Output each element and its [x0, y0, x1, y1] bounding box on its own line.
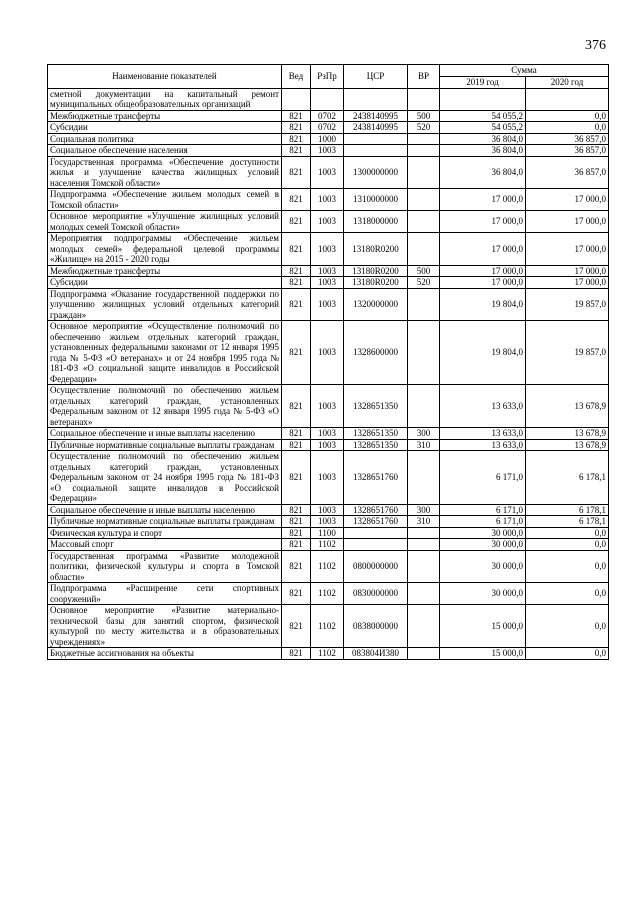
table-row [48, 605, 609, 648]
row-csr [344, 88, 408, 110]
row-csr [344, 145, 408, 157]
header-sum: Сумма [440, 65, 609, 77]
row-vr [408, 451, 440, 505]
row-rzpr: 0702 [311, 110, 344, 122]
row-csr: 2438140995 [344, 122, 408, 134]
row-rzpr: 1003 [311, 189, 344, 211]
row-rzpr: 1000 [311, 133, 344, 145]
header-rzpr: РзПр [311, 65, 344, 89]
row-value-2020: 0,0 [526, 583, 609, 605]
row-vr [408, 189, 440, 211]
table-row [48, 439, 609, 451]
table-row [48, 145, 609, 157]
row-value-2019: 17 000,0 [440, 277, 526, 289]
header-2020: 2020 год [526, 76, 609, 88]
row-value-2020: 17 000,0 [526, 211, 609, 233]
table-row [48, 428, 609, 440]
row-csr: 083804И380 [344, 648, 408, 660]
row-ved: 821 [282, 288, 311, 321]
row-name: Основное мероприятие «Развитие материально-технической базы для занятий спортом, физической культурой по месту жительства и в образовательных учреждениях» [48, 605, 282, 648]
row-ved: 821 [282, 145, 311, 157]
row-name: Массовый спорт [48, 539, 282, 551]
row-name: Государственная программа «Обеспечение доступности жилья и улучшение качества жилищных условий населения Томской области» [48, 156, 282, 189]
row-value-2020: 6 178,1 [526, 504, 609, 516]
row-csr: 1328651350 [344, 439, 408, 451]
row-csr [344, 133, 408, 145]
row-rzpr: 1003 [311, 233, 344, 266]
row-name: Мероприятия подпрограммы «Обеспечение жильем молодых семей» федеральной целевой программы «Жилище» на 2015 - 2020 годы [48, 233, 282, 266]
row-vr [408, 145, 440, 157]
row-csr: 1310000000 [344, 189, 408, 211]
table-row [48, 539, 609, 551]
table-row [48, 277, 609, 289]
header-csr: ЦСР [344, 65, 408, 89]
table-row [48, 233, 609, 266]
row-vr [408, 527, 440, 539]
row-value-2019: 13 633,0 [440, 385, 526, 428]
row-vr [408, 288, 440, 321]
row-name: Подпрограмма «Расширение сети спортивных сооружений» [48, 583, 282, 605]
row-value-2019: 19 804,0 [440, 288, 526, 321]
row-name: Социальная политика [48, 133, 282, 145]
row-ved: 821 [282, 277, 311, 289]
row-ved: 821 [282, 550, 311, 583]
row-ved: 821 [282, 189, 311, 211]
row-rzpr: 1003 [311, 156, 344, 189]
row-name: Публичные нормативные социальные выплаты гражданам [48, 516, 282, 528]
row-ved: 821 [282, 110, 311, 122]
row-csr [344, 527, 408, 539]
row-rzpr: 1003 [311, 428, 344, 440]
row-vr [408, 133, 440, 145]
row-value-2020: 0,0 [526, 550, 609, 583]
row-value-2019: 17 000,0 [440, 189, 526, 211]
page-number: 376 [585, 38, 606, 53]
row-rzpr: 1102 [311, 550, 344, 583]
row-vr: 500 [408, 265, 440, 277]
row-value-2020: 13 678,9 [526, 439, 609, 451]
row-csr: 1328651760 [344, 504, 408, 516]
row-value-2020: 13 678,9 [526, 385, 609, 428]
row-rzpr: 1100 [311, 527, 344, 539]
row-value-2020: 17 000,0 [526, 189, 609, 211]
row-rzpr: 1102 [311, 539, 344, 551]
row-csr: 13180R0200 [344, 233, 408, 266]
table-body [48, 88, 609, 659]
row-value-2019: 36 804,0 [440, 133, 526, 145]
row-ved: 821 [282, 133, 311, 145]
header-ved: Вед [282, 65, 311, 89]
row-vr: 310 [408, 439, 440, 451]
header-vr: ВР [408, 65, 440, 89]
header-2019: 2019 год [440, 76, 526, 88]
row-value-2020: 0,0 [526, 539, 609, 551]
row-value-2020: 19 857,0 [526, 321, 609, 385]
row-rzpr: 1003 [311, 385, 344, 428]
row-rzpr: 0702 [311, 122, 344, 134]
row-value-2019: 36 804,0 [440, 145, 526, 157]
row-value-2019: 6 171,0 [440, 504, 526, 516]
table-row [48, 504, 609, 516]
row-value-2020: 19 857,0 [526, 288, 609, 321]
row-rzpr: 1102 [311, 583, 344, 605]
row-csr [344, 539, 408, 551]
row-value-2020: 0,0 [526, 122, 609, 134]
row-name: Осуществление полномочий по обеспечению жильем отдельных категорий граждан, установленных Федеральным законом от 12 января 1995 года № 5-ФЗ «О ветеранах» [48, 385, 282, 428]
row-vr: 310 [408, 516, 440, 528]
budget-table [47, 64, 609, 660]
table-row [48, 385, 609, 428]
row-vr [408, 605, 440, 648]
row-ved [282, 88, 311, 110]
row-csr: 0838000000 [344, 605, 408, 648]
table-row [48, 265, 609, 277]
row-ved: 821 [282, 122, 311, 134]
row-value-2019: 30 000,0 [440, 539, 526, 551]
row-rzpr: 1003 [311, 451, 344, 505]
row-value-2020 [526, 88, 609, 110]
row-value-2019: 30 000,0 [440, 550, 526, 583]
row-ved: 821 [282, 539, 311, 551]
row-name: Социальное обеспечение населения [48, 145, 282, 157]
row-csr: 1320000000 [344, 288, 408, 321]
row-name: Межбюджетные трансферты [48, 265, 282, 277]
row-value-2020: 0,0 [526, 648, 609, 660]
table-row [48, 156, 609, 189]
row-ved: 821 [282, 321, 311, 385]
row-vr: 520 [408, 122, 440, 134]
row-value-2020: 0,0 [526, 527, 609, 539]
row-value-2020: 36 857,0 [526, 145, 609, 157]
table-row [48, 550, 609, 583]
row-name: Физическая культура и спорт [48, 527, 282, 539]
table-row [48, 451, 609, 505]
row-csr: 1328600000 [344, 321, 408, 385]
row-name: Подпрограмма «Оказание государственной поддержки по улучшению жилищных условий отдельных категорий граждан» [48, 288, 282, 321]
row-ved: 821 [282, 605, 311, 648]
row-csr: 1328651350 [344, 385, 408, 428]
row-vr: 300 [408, 504, 440, 516]
row-value-2019: 17 000,0 [440, 211, 526, 233]
row-name: Субсидии [48, 277, 282, 289]
row-name: сметной документации на капитальный ремонт муниципальных общеобразовательных организаций [48, 88, 282, 110]
row-vr [408, 385, 440, 428]
row-ved: 821 [282, 504, 311, 516]
row-vr [408, 321, 440, 385]
row-value-2020: 6 178,1 [526, 516, 609, 528]
row-vr [408, 648, 440, 660]
row-value-2019: 30 000,0 [440, 583, 526, 605]
row-name: Основное мероприятие «Улучшение жилищных условий молодых семей Томской области» [48, 211, 282, 233]
row-vr [408, 233, 440, 266]
row-ved: 821 [282, 265, 311, 277]
row-value-2019: 15 000,0 [440, 605, 526, 648]
table-row [48, 211, 609, 233]
row-rzpr: 1003 [311, 265, 344, 277]
row-ved: 821 [282, 428, 311, 440]
row-value-2019: 6 171,0 [440, 451, 526, 505]
row-ved: 821 [282, 385, 311, 428]
row-csr: 1318000000 [344, 211, 408, 233]
row-csr: 1328651760 [344, 451, 408, 505]
row-csr: 1328651350 [344, 428, 408, 440]
row-csr: 13180R0200 [344, 265, 408, 277]
row-csr: 2438140995 [344, 110, 408, 122]
row-rzpr: 1003 [311, 439, 344, 451]
row-name: Субсидии [48, 122, 282, 134]
row-vr [408, 539, 440, 551]
row-ved: 821 [282, 648, 311, 660]
row-vr [408, 583, 440, 605]
header-name: Наименование показателей [48, 65, 282, 89]
table-row [48, 110, 609, 122]
row-vr: 520 [408, 277, 440, 289]
row-vr [408, 156, 440, 189]
row-csr: 0830000000 [344, 583, 408, 605]
row-rzpr: 1102 [311, 648, 344, 660]
row-value-2020: 6 178,1 [526, 451, 609, 505]
row-ved: 821 [282, 583, 311, 605]
table-row [48, 648, 609, 660]
row-ved: 821 [282, 439, 311, 451]
row-ved: 821 [282, 233, 311, 266]
row-value-2019: 54 055,2 [440, 110, 526, 122]
row-value-2019: 13 633,0 [440, 428, 526, 440]
row-value-2020: 17 000,0 [526, 277, 609, 289]
row-value-2019: 15 000,0 [440, 648, 526, 660]
row-value-2019: 13 633,0 [440, 439, 526, 451]
row-value-2020: 17 000,0 [526, 233, 609, 266]
row-ved: 821 [282, 527, 311, 539]
table-row [48, 133, 609, 145]
row-value-2019: 17 000,0 [440, 233, 526, 266]
row-ved: 821 [282, 211, 311, 233]
table-row [48, 122, 609, 134]
row-rzpr: 1003 [311, 145, 344, 157]
row-name: Осуществление полномочий по обеспечению жильем отдельных категорий граждан, установленных Федеральным законом от 24 ноября 1995 года № 181-ФЗ «О социальной защите инвалидов в Российской Федерации» [48, 451, 282, 505]
row-rzpr: 1003 [311, 516, 344, 528]
row-ved: 821 [282, 516, 311, 528]
row-ved: 821 [282, 451, 311, 505]
row-value-2019: 30 000,0 [440, 527, 526, 539]
row-csr: 13180R0200 [344, 277, 408, 289]
row-value-2019: 54 055,2 [440, 122, 526, 134]
row-value-2020: 17 000,0 [526, 265, 609, 277]
row-rzpr: 1003 [311, 211, 344, 233]
row-value-2020: 36 857,0 [526, 156, 609, 189]
row-value-2019: 17 000,0 [440, 265, 526, 277]
row-vr: 500 [408, 110, 440, 122]
row-name: Межбюджетные трансферты [48, 110, 282, 122]
row-name: Социальное обеспечение и иные выплаты населению [48, 504, 282, 516]
row-ved: 821 [282, 156, 311, 189]
row-value-2020: 0,0 [526, 110, 609, 122]
table-row [48, 288, 609, 321]
row-name: Подпрограмма «Обеспечение жильем молодых семей в Томской области» [48, 189, 282, 211]
table-row [48, 88, 609, 110]
row-csr: 0800000000 [344, 550, 408, 583]
row-value-2019: 6 171,0 [440, 516, 526, 528]
row-vr: 300 [408, 428, 440, 440]
table-row [48, 527, 609, 539]
row-rzpr: 1003 [311, 321, 344, 385]
row-value-2020: 13 678,9 [526, 428, 609, 440]
row-rzpr: 1102 [311, 605, 344, 648]
row-rzpr [311, 88, 344, 110]
table-row [48, 516, 609, 528]
row-csr: 1300000000 [344, 156, 408, 189]
row-csr: 1328651760 [344, 516, 408, 528]
row-rzpr: 1003 [311, 277, 344, 289]
row-value-2020: 36 857,0 [526, 133, 609, 145]
table-row [48, 189, 609, 211]
row-rzpr: 1003 [311, 288, 344, 321]
row-name: Государственная программа «Развитие молодежной политики, физической культуры и спорта в Томской области» [48, 550, 282, 583]
table-row [48, 583, 609, 605]
row-value-2020: 0,0 [526, 605, 609, 648]
row-name: Основное мероприятие «Осуществление полномочий по обеспечению жильем отдельных категорий граждан, установленных федеральными законами от 12 января 1995 года № 5-ФЗ «О ветеранах» и от 24 ноября 1995 года № 181-ФЗ «О социальной защите инвалидов в Российской Федерации» [48, 321, 282, 385]
row-vr [408, 88, 440, 110]
row-vr [408, 550, 440, 583]
row-vr [408, 211, 440, 233]
row-name: Бюджетные ассигнования на объекты [48, 648, 282, 660]
table-row [48, 321, 609, 385]
row-value-2019 [440, 88, 526, 110]
row-name: Социальное обеспечение и иные выплаты населению [48, 428, 282, 440]
row-rzpr: 1003 [311, 504, 344, 516]
row-value-2019: 36 804,0 [440, 156, 526, 189]
row-name: Публичные нормативные социальные выплаты гражданам [48, 439, 282, 451]
table-header [48, 65, 609, 89]
row-value-2019: 19 804,0 [440, 321, 526, 385]
